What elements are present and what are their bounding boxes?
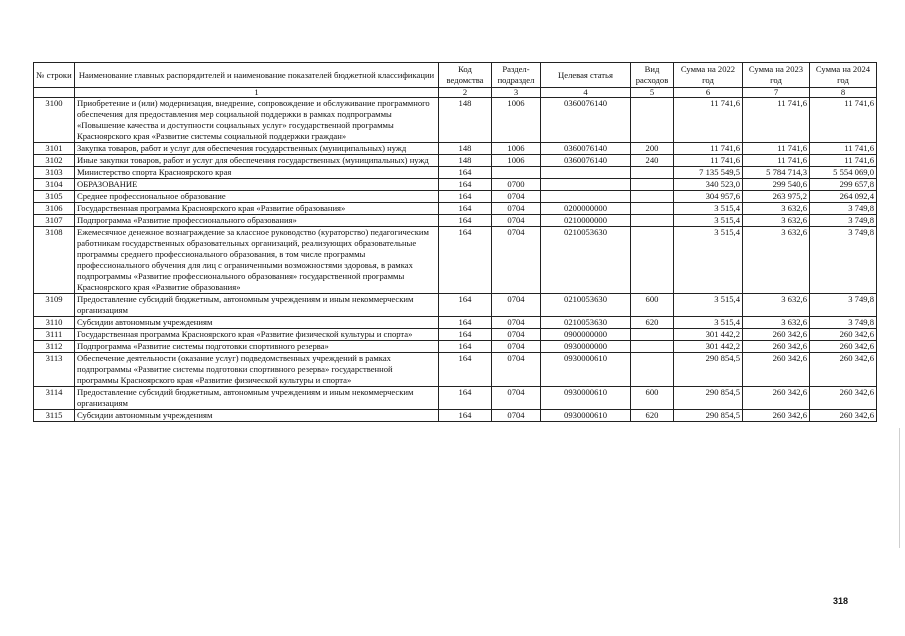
header-row xyxy=(34,63,877,88)
table-row xyxy=(34,341,877,353)
cell-sum-2023: 260 342,6 xyxy=(743,410,810,422)
cell-section: 0704 xyxy=(492,203,541,215)
cell-sum-2023: 3 632,6 xyxy=(743,317,810,329)
cell-target-article: 0360076140 xyxy=(541,143,631,155)
cell-department-code: 148 xyxy=(439,155,492,167)
cell-target-article: 0210053630 xyxy=(541,317,631,329)
cell-expense-type: 240 xyxy=(631,155,674,167)
cell-section: 0700 xyxy=(492,179,541,191)
cell-sum-2024: 260 342,6 xyxy=(810,387,877,410)
cell-expense-type xyxy=(631,353,674,387)
col-header-sum-2024: Сумма на 2024 год xyxy=(810,63,877,88)
cell-row-number: 3110 xyxy=(34,317,75,329)
col-number: 2 xyxy=(439,88,492,98)
table-row xyxy=(34,179,877,191)
cell-row-number: 3105 xyxy=(34,191,75,203)
cell-target-article: 0360076140 xyxy=(541,98,631,143)
cell-sum-2022: 340 523,0 xyxy=(674,179,743,191)
cell-sum-2023: 260 342,6 xyxy=(743,353,810,387)
cell-row-number: 3106 xyxy=(34,203,75,215)
cell-target-article: 0360076140 xyxy=(541,155,631,167)
cell-sum-2024: 299 657,8 xyxy=(810,179,877,191)
cell-sum-2022: 3 515,4 xyxy=(674,294,743,317)
cell-sum-2023: 5 784 714,3 xyxy=(743,167,810,179)
cell-name: Обеспечение деятельности (оказание услуг) подведомственных учреждений в рамках подпрограммы «Развитие системы подготовки спортивного резерва» государственной программы Красноярского края «Развитие физической культуры и спорта» xyxy=(75,353,439,387)
col-number: 8 xyxy=(810,88,877,98)
cell-sum-2022: 290 854,5 xyxy=(674,387,743,410)
cell-sum-2022: 290 854,5 xyxy=(674,353,743,387)
cell-section: 0704 xyxy=(492,215,541,227)
cell-name: Предоставление субсидий бюджетным, автономным учреждениям и иным некоммерческим организациям xyxy=(75,387,439,410)
cell-expense-type: 620 xyxy=(631,410,674,422)
cell-expense-type xyxy=(631,215,674,227)
col-number: 4 xyxy=(541,88,631,98)
cell-row-number: 3111 xyxy=(34,329,75,341)
cell-department-code: 164 xyxy=(439,353,492,387)
col-number: 5 xyxy=(631,88,674,98)
cell-sum-2024: 11 741,6 xyxy=(810,143,877,155)
cell-target-article: 0210000000 xyxy=(541,215,631,227)
cell-row-number: 3104 xyxy=(34,179,75,191)
cell-section: 1006 xyxy=(492,143,541,155)
cell-row-number: 3113 xyxy=(34,353,75,387)
cell-expense-type: 600 xyxy=(631,387,674,410)
cell-section xyxy=(492,167,541,179)
table-row xyxy=(34,227,877,294)
scan-edge-mark xyxy=(899,428,900,548)
col-number: 3 xyxy=(492,88,541,98)
table-row xyxy=(34,143,877,155)
cell-name: Среднее профессиональное образование xyxy=(75,191,439,203)
cell-department-code: 164 xyxy=(439,294,492,317)
cell-sum-2023: 11 741,6 xyxy=(743,98,810,143)
cell-sum-2022: 11 741,6 xyxy=(674,143,743,155)
table-body xyxy=(34,98,877,422)
cell-section: 0704 xyxy=(492,341,541,353)
cell-sum-2024: 5 554 069,0 xyxy=(810,167,877,179)
cell-expense-type xyxy=(631,341,674,353)
cell-department-code: 164 xyxy=(439,341,492,353)
cell-department-code: 164 xyxy=(439,329,492,341)
cell-row-number: 3102 xyxy=(34,155,75,167)
cell-department-code: 164 xyxy=(439,203,492,215)
cell-sum-2023: 260 342,6 xyxy=(743,329,810,341)
cell-row-number: 3103 xyxy=(34,167,75,179)
cell-department-code: 164 xyxy=(439,179,492,191)
col-header-sum-2023: Сумма на 2023 год xyxy=(743,63,810,88)
col-header-sum-2022: Сумма на 2022 год xyxy=(674,63,743,88)
cell-sum-2024: 260 342,6 xyxy=(810,329,877,341)
budget-table xyxy=(33,62,877,422)
cell-section: 0704 xyxy=(492,410,541,422)
cell-name: Подпрограмма «Развитие системы подготовки спортивного резерва» xyxy=(75,341,439,353)
cell-section: 1006 xyxy=(492,155,541,167)
cell-section: 0704 xyxy=(492,227,541,294)
table-row xyxy=(34,387,877,410)
table-row xyxy=(34,98,877,143)
col-header-row-number: № строки xyxy=(34,63,75,88)
cell-department-code: 164 xyxy=(439,227,492,294)
cell-section: 0704 xyxy=(492,329,541,341)
cell-target-article: 0210053630 xyxy=(541,227,631,294)
column-number-row xyxy=(34,88,877,98)
col-header-department-code: Код ведомства xyxy=(439,63,492,88)
cell-target-article xyxy=(541,191,631,203)
cell-name: Приобретение и (или) модернизация, внедрение, сопровождение и обслуживание программного обеспечения для предоставления мер социальной поддержки в рамках подпрограммы «Повышение качества и доступности социальных услуг» государственной программы Красноярского края «Развитие системы социальной поддержки граждан» xyxy=(75,98,439,143)
table-row xyxy=(34,167,877,179)
cell-target-article: 0200000000 xyxy=(541,203,631,215)
col-header-expense-type: Вид расходов xyxy=(631,63,674,88)
cell-sum-2023: 263 975,2 xyxy=(743,191,810,203)
cell-expense-type xyxy=(631,179,674,191)
cell-department-code: 148 xyxy=(439,143,492,155)
cell-name: Государственная программа Красноярского края «Развитие образования» xyxy=(75,203,439,215)
col-header-name: Наименование главных распорядителей и наименование показателей бюджетной классификации xyxy=(75,63,439,88)
cell-name: Закупка товаров, работ и услуг для обеспечения государственных (муниципальных) нужд xyxy=(75,143,439,155)
cell-row-number: 3108 xyxy=(34,227,75,294)
cell-row-number: 3114 xyxy=(34,387,75,410)
table-row xyxy=(34,329,877,341)
cell-sum-2023: 3 632,6 xyxy=(743,227,810,294)
cell-department-code: 148 xyxy=(439,98,492,143)
cell-sum-2022: 301 442,2 xyxy=(674,329,743,341)
cell-row-number: 3101 xyxy=(34,143,75,155)
cell-department-code: 164 xyxy=(439,191,492,203)
cell-sum-2022: 11 741,6 xyxy=(674,98,743,143)
table-row xyxy=(34,203,877,215)
page-number: 318 xyxy=(833,596,849,606)
cell-sum-2024: 11 741,6 xyxy=(810,155,877,167)
table-header xyxy=(34,63,877,98)
table-row xyxy=(34,215,877,227)
cell-expense-type xyxy=(631,167,674,179)
cell-sum-2022: 7 135 549,5 xyxy=(674,167,743,179)
table-row xyxy=(34,317,877,329)
cell-sum-2022: 290 854,5 xyxy=(674,410,743,422)
cell-section: 0704 xyxy=(492,353,541,387)
cell-department-code: 164 xyxy=(439,410,492,422)
col-header-section: Раздел- подраздел xyxy=(492,63,541,88)
table-row xyxy=(34,294,877,317)
cell-sum-2024: 260 342,6 xyxy=(810,353,877,387)
table-row xyxy=(34,410,877,422)
cell-sum-2024: 3 749,8 xyxy=(810,203,877,215)
cell-section: 0704 xyxy=(492,191,541,203)
cell-sum-2023: 299 540,6 xyxy=(743,179,810,191)
cell-row-number: 3109 xyxy=(34,294,75,317)
cell-name: Иные закупки товаров, работ и услуг для обеспечения государственных (муниципальных) нужд xyxy=(75,155,439,167)
cell-sum-2024: 3 749,8 xyxy=(810,227,877,294)
cell-row-number: 3107 xyxy=(34,215,75,227)
cell-sum-2023: 11 741,6 xyxy=(743,155,810,167)
cell-department-code: 164 xyxy=(439,317,492,329)
cell-expense-type xyxy=(631,98,674,143)
cell-expense-type xyxy=(631,329,674,341)
cell-sum-2024: 260 342,6 xyxy=(810,410,877,422)
col-number: 1 xyxy=(75,88,439,98)
cell-sum-2024: 11 741,6 xyxy=(810,98,877,143)
cell-row-number: 3112 xyxy=(34,341,75,353)
cell-row-number: 3100 xyxy=(34,98,75,143)
table-row xyxy=(34,353,877,387)
col-number xyxy=(34,88,75,98)
col-number: 7 xyxy=(743,88,810,98)
cell-row-number: 3115 xyxy=(34,410,75,422)
cell-target-article: 0930000000 xyxy=(541,341,631,353)
cell-expense-type: 620 xyxy=(631,317,674,329)
cell-expense-type xyxy=(631,203,674,215)
cell-sum-2023: 3 632,6 xyxy=(743,215,810,227)
cell-sum-2024: 264 092,4 xyxy=(810,191,877,203)
cell-name: Ежемесячное денежное вознаграждение за классное руководство (кураторство) педагогическим работникам государственных образовательных организаций, реализующих образовательные программы среднего профессионального образования, в том числе программы профессионального обучения для лиц с ограниченными возможностями здоровья, в рамках подпрограммы «Развитие профессионального образования» государственной программы Красноярского края «Развитие образования» xyxy=(75,227,439,294)
cell-sum-2022: 304 957,6 xyxy=(674,191,743,203)
cell-sum-2022: 3 515,4 xyxy=(674,227,743,294)
cell-section: 0704 xyxy=(492,294,541,317)
table-row xyxy=(34,191,877,203)
cell-sum-2024: 3 749,8 xyxy=(810,294,877,317)
budget-sheet xyxy=(33,62,876,422)
cell-section: 0704 xyxy=(492,317,541,329)
cell-target-article: 0900000000 xyxy=(541,329,631,341)
cell-expense-type xyxy=(631,227,674,294)
cell-section: 0704 xyxy=(492,387,541,410)
cell-expense-type xyxy=(631,191,674,203)
cell-sum-2022: 3 515,4 xyxy=(674,203,743,215)
cell-sum-2023: 260 342,6 xyxy=(743,387,810,410)
cell-sum-2023: 11 741,6 xyxy=(743,143,810,155)
cell-sum-2022: 3 515,4 xyxy=(674,317,743,329)
cell-expense-type: 600 xyxy=(631,294,674,317)
cell-sum-2023: 260 342,6 xyxy=(743,341,810,353)
cell-target-article: 0210053630 xyxy=(541,294,631,317)
cell-target-article: 0930000610 xyxy=(541,387,631,410)
cell-expense-type: 200 xyxy=(631,143,674,155)
cell-sum-2022: 301 442,2 xyxy=(674,341,743,353)
cell-department-code: 164 xyxy=(439,215,492,227)
cell-sum-2022: 11 741,6 xyxy=(674,155,743,167)
cell-department-code: 164 xyxy=(439,167,492,179)
table-row xyxy=(34,155,877,167)
cell-target-article xyxy=(541,179,631,191)
cell-target-article xyxy=(541,167,631,179)
cell-target-article: 0930000610 xyxy=(541,410,631,422)
cell-name: Субсидии автономным учреждениям xyxy=(75,317,439,329)
cell-name: Подпрограмма «Развитие профессионального образования» xyxy=(75,215,439,227)
cell-sum-2024: 3 749,8 xyxy=(810,215,877,227)
cell-name: ОБРАЗОВАНИЕ xyxy=(75,179,439,191)
cell-sum-2023: 3 632,6 xyxy=(743,203,810,215)
cell-sum-2023: 3 632,6 xyxy=(743,294,810,317)
cell-sum-2024: 260 342,6 xyxy=(810,341,877,353)
col-header-target-article: Целевая статья xyxy=(541,63,631,88)
cell-sum-2024: 3 749,8 xyxy=(810,317,877,329)
cell-section: 1006 xyxy=(492,98,541,143)
col-number: 6 xyxy=(674,88,743,98)
cell-name: Предоставление субсидий бюджетным, автономным учреждениям и иным некоммерческим организациям xyxy=(75,294,439,317)
cell-name: Министерство спорта Красноярского края xyxy=(75,167,439,179)
cell-name: Субсидии автономным учреждениям xyxy=(75,410,439,422)
cell-department-code: 164 xyxy=(439,387,492,410)
cell-sum-2022: 3 515,4 xyxy=(674,215,743,227)
cell-target-article: 0930000610 xyxy=(541,353,631,387)
cell-name: Государственная программа Красноярского края «Развитие физической культуры и спорта» xyxy=(75,329,439,341)
